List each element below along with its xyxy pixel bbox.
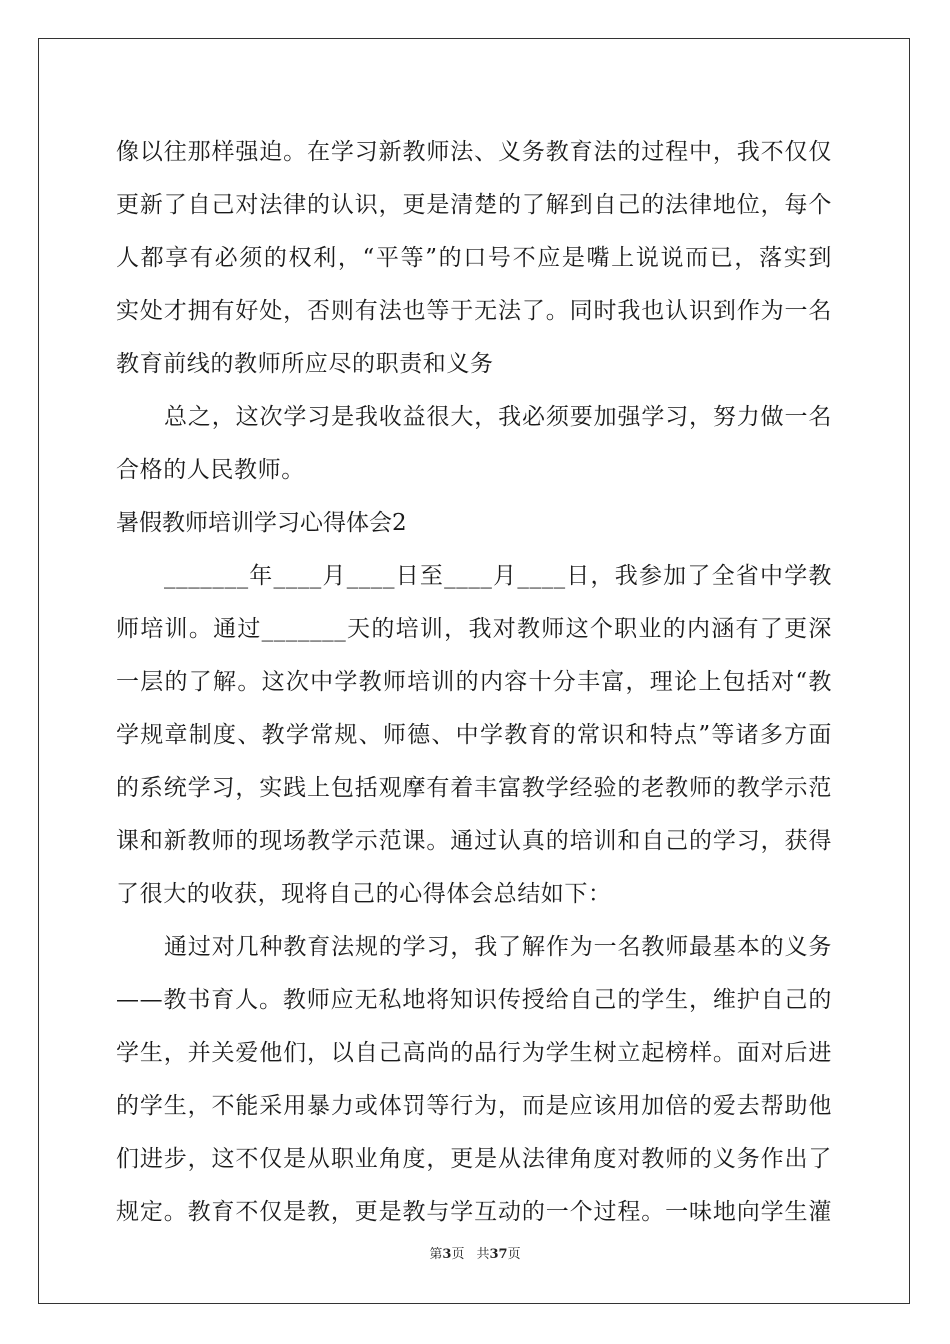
body-line: 人都享有必须的权利，“平等”的口号不应是嘴上说说而已，落实到 bbox=[116, 245, 832, 271]
body-line: 更新了自己对法律的认识，更是清楚的了解到自己的法律地位，每个 bbox=[116, 192, 832, 218]
page-number: 3 bbox=[442, 1247, 452, 1262]
body-line: 像以往那样强迫。在学习新教师法、义务教育法的过程中，我不仅仅 bbox=[116, 139, 832, 165]
body-line: 的系统学习，实践上包括观摩有着丰富教学经验的老教师的教学示范 bbox=[116, 775, 832, 801]
body-line: 规定。教育不仅是教，更是教与学互动的一个过程。一味地向学生灌 bbox=[116, 1199, 832, 1225]
body-line: 课和新教师的现场教学示范课。通过认真的培训和自己的学习，获得 bbox=[116, 828, 832, 854]
body-line: 们进步，这不仅是从职业角度，更是从法律角度对教师的义务作出了 bbox=[116, 1146, 832, 1172]
body-line: 一层的了解。这次中学教师培训的内容十分丰富，理论上包括对“教 bbox=[116, 669, 832, 695]
body-line: ——教书育人。教师应无私地将知识传授给自己的学生，维护自己的 bbox=[116, 987, 832, 1013]
body-line: 了很大的收获，现将自己的心得体会总结如下： bbox=[116, 881, 612, 907]
body-line: 学生，并关爱他们，以自己高尚的品行为学生树立起榜样。面对后进 bbox=[116, 1040, 832, 1066]
body-line: 实处才拥有好处，否则有法也等于无法了。同时我也认识到作为一名 bbox=[116, 298, 832, 324]
section-heading: 暑假教师培训学习心得体会2 bbox=[116, 510, 407, 536]
document-body bbox=[116, 126, 832, 1239]
body-line: 总之，这次学习是我收益很大，我必须要加强学习，努力做一名 bbox=[164, 404, 832, 430]
page-prefix: 第 bbox=[429, 1247, 443, 1262]
total-prefix: 共 bbox=[476, 1247, 490, 1262]
body-line: _______年____月____日至____月____日，我参加了全省中学教 bbox=[164, 563, 832, 589]
body-line: 通过对几种教育法规的学习，我了解作为一名教师最基本的义务 bbox=[164, 934, 832, 960]
body-line: 教育前线的教师所应尽的职责和义务 bbox=[116, 351, 494, 377]
page-footer bbox=[0, 1245, 950, 1265]
body-line: 合格的人民教师。 bbox=[116, 457, 305, 483]
body-line: 学规章制度、教学常规、师德、中学教育的常识和特点”等诸多方面 bbox=[116, 722, 832, 748]
page-suffix: 页 bbox=[451, 1247, 465, 1262]
total-suffix: 页 bbox=[507, 1247, 521, 1262]
body-line: 的学生，不能采用暴力或体罚等行为，而是应该用加倍的爱去帮助他 bbox=[116, 1093, 832, 1119]
total-pages: 37 bbox=[489, 1247, 508, 1262]
body-line: 师培训。通过_______天的培训，我对教师这个职业的内涵有了更深 bbox=[116, 616, 832, 642]
